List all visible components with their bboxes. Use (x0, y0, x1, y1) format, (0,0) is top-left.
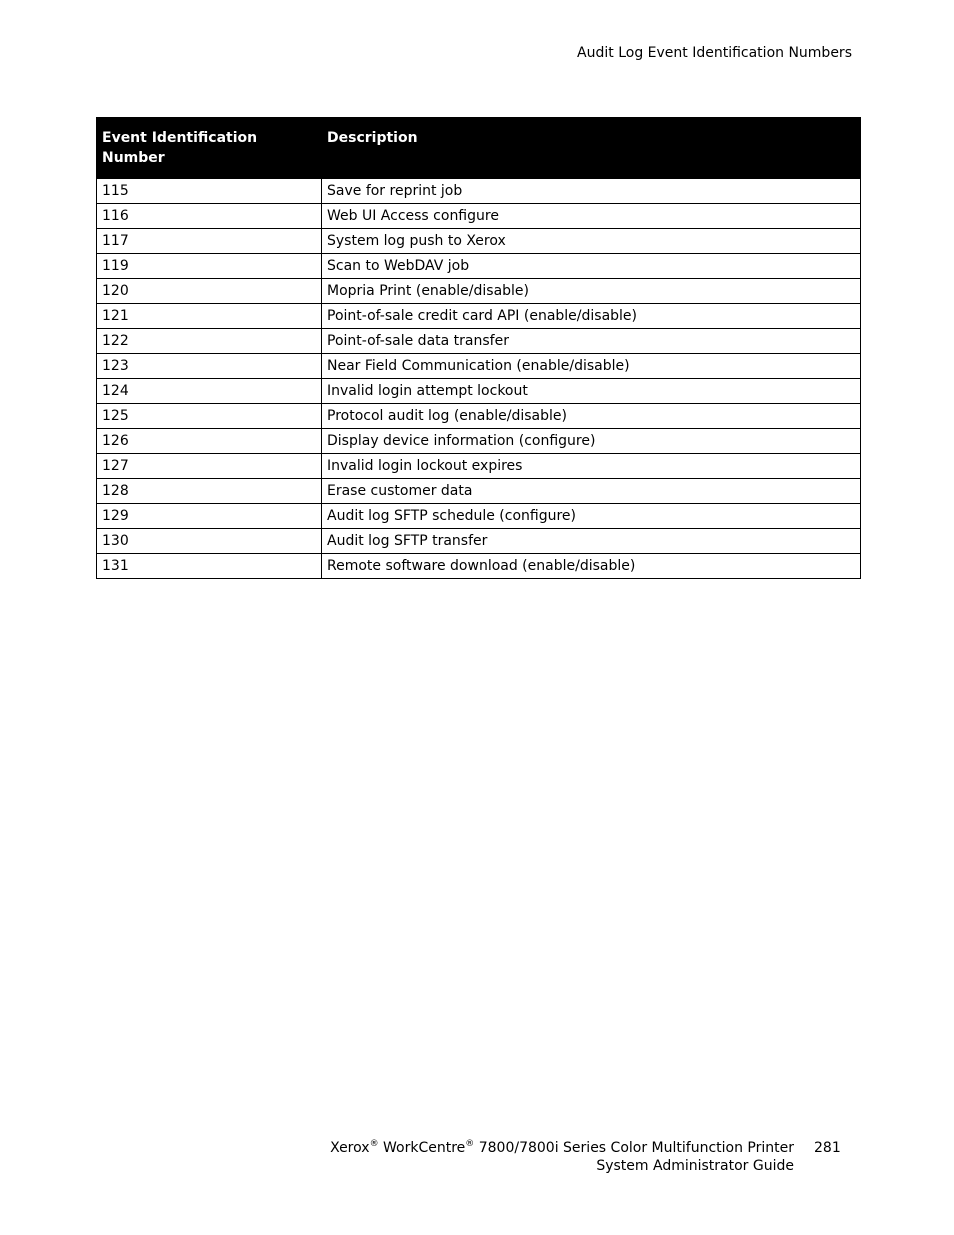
table-row (97, 429, 861, 454)
description-cell: Erase customer data (322, 479, 861, 504)
event-id-cell: 124 (97, 379, 322, 404)
page-footer (330, 1139, 794, 1175)
table-row (97, 329, 861, 354)
table-row (97, 304, 861, 329)
event-id-cell: 131 (97, 554, 322, 579)
running-header: Audit Log Event Identification Numbers (577, 45, 852, 61)
description-cell: Web UI Access configure (322, 204, 861, 229)
table-row (97, 479, 861, 504)
event-id-cell: 127 (97, 454, 322, 479)
event-id-cell: 129 (97, 504, 322, 529)
table-row (97, 554, 861, 579)
description-cell: Mopria Print (enable/disable) (322, 279, 861, 304)
event-id-cell: 122 (97, 329, 322, 354)
table-row (97, 529, 861, 554)
event-id-cell: 115 (97, 179, 322, 204)
footer-product-rest: 7800/7800i Series Color Multifunction Printer (478, 1140, 794, 1156)
column-header-description: Description (322, 118, 861, 179)
registered-mark: ® (465, 1139, 475, 1149)
table-row (97, 454, 861, 479)
event-id-cell: 119 (97, 254, 322, 279)
event-id-cell: 126 (97, 429, 322, 454)
event-id-cell: 123 (97, 354, 322, 379)
description-cell: Invalid login attempt lockout (322, 379, 861, 404)
table-row (97, 179, 861, 204)
table-header-row (97, 118, 861, 179)
event-id-cell: 120 (97, 279, 322, 304)
description-cell: Near Field Communication (enable/disable) (322, 354, 861, 379)
description-cell: Remote software download (enable/disable) (322, 554, 861, 579)
footer-product-line (330, 1139, 794, 1157)
table-row (97, 204, 861, 229)
description-cell: Invalid login lockout expires (322, 454, 861, 479)
footer-brand: Xerox (330, 1140, 370, 1156)
table-row (97, 279, 861, 304)
event-id-table (96, 117, 861, 579)
event-id-cell: 130 (97, 529, 322, 554)
description-cell: Save for reprint job (322, 179, 861, 204)
table-row (97, 229, 861, 254)
event-id-cell: 117 (97, 229, 322, 254)
description-cell: Audit log SFTP schedule (configure) (322, 504, 861, 529)
description-cell: Display device information (configure) (322, 429, 861, 454)
event-id-cell: 125 (97, 404, 322, 429)
footer-guide-title: System Administrator Guide (596, 1158, 794, 1174)
table-row (97, 504, 861, 529)
table-row (97, 254, 861, 279)
description-cell: Audit log SFTP transfer (322, 529, 861, 554)
description-cell: Point-of-sale credit card API (enable/disable) (322, 304, 861, 329)
description-cell: Protocol audit log (enable/disable) (322, 404, 861, 429)
table-row (97, 404, 861, 429)
description-cell: System log push to Xerox (322, 229, 861, 254)
table-row (97, 379, 861, 404)
description-cell: Scan to WebDAV job (322, 254, 861, 279)
event-id-cell: 128 (97, 479, 322, 504)
column-header-event-id: Event Identification Number (97, 118, 322, 179)
footer-product: WorkCentre (383, 1140, 466, 1156)
event-id-cell: 121 (97, 304, 322, 329)
registered-mark: ® (369, 1139, 379, 1149)
page-number: 281 (814, 1140, 841, 1156)
event-id-cell: 116 (97, 204, 322, 229)
description-cell: Point-of-sale data transfer (322, 329, 861, 354)
table-row (97, 354, 861, 379)
